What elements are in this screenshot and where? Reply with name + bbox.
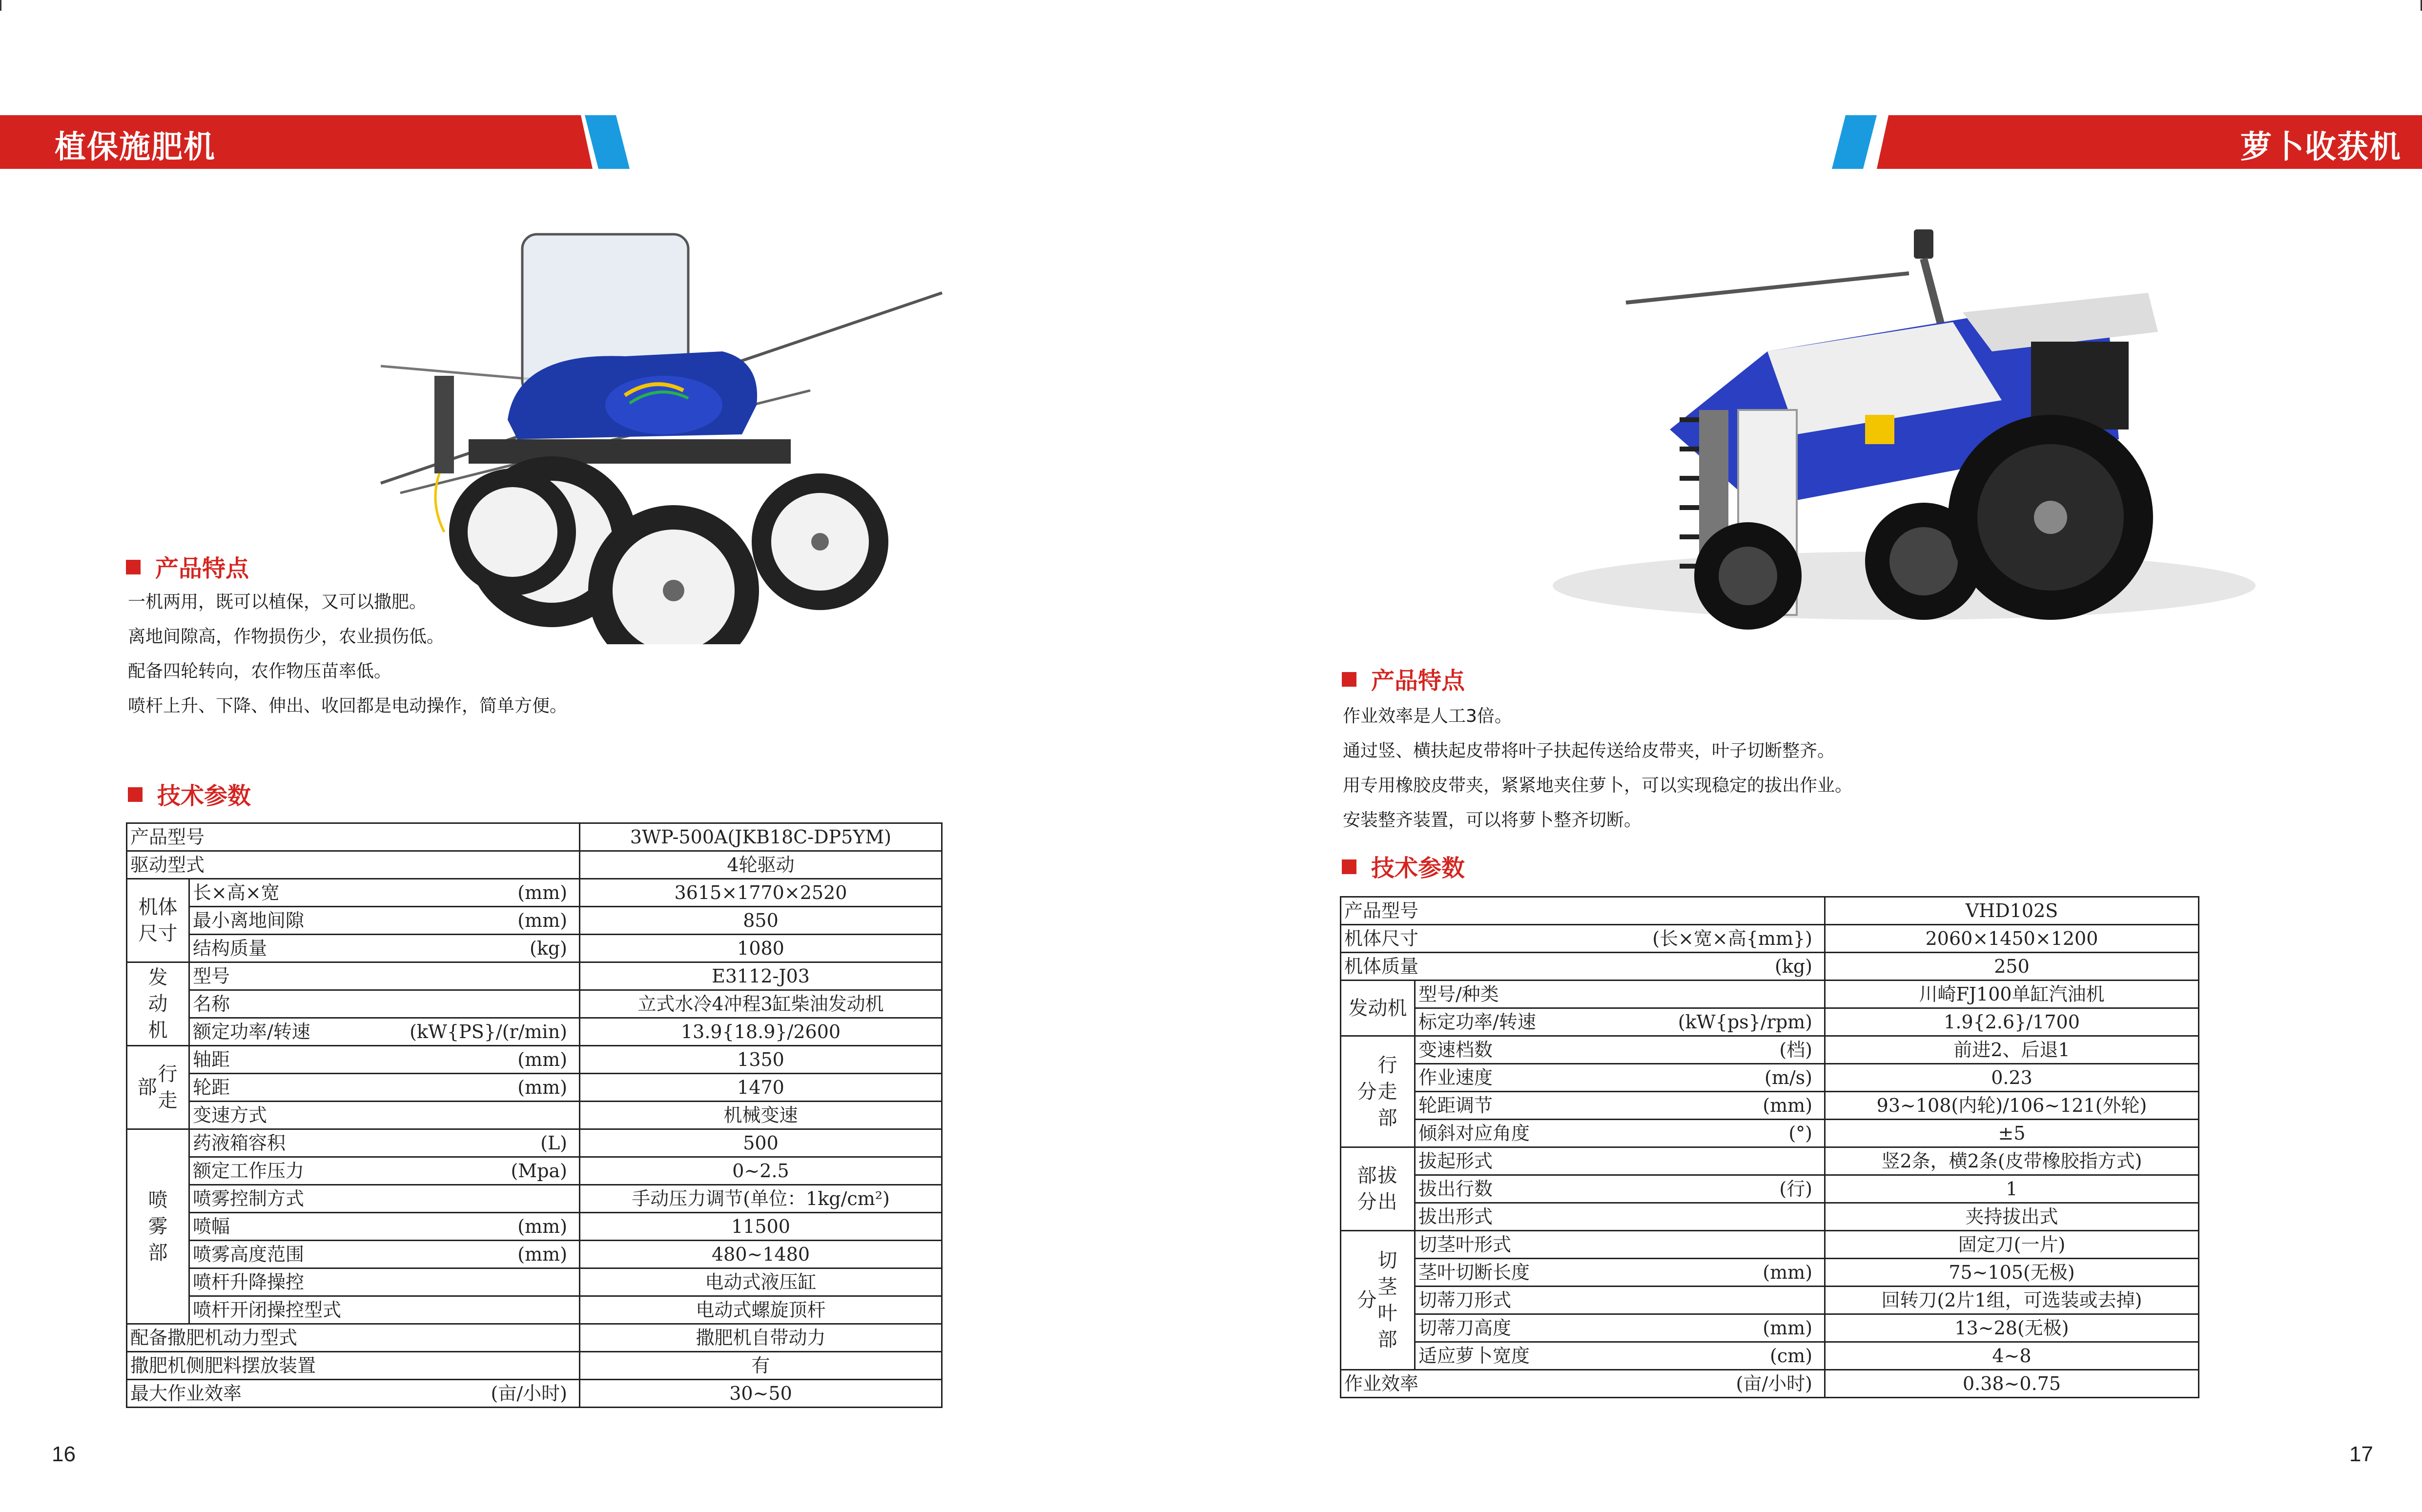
spec-unit: (Mpa) xyxy=(511,1160,568,1182)
group-label xyxy=(127,962,189,1046)
spec-label xyxy=(189,1018,580,1046)
left-banner-title: 植保施肥机 xyxy=(55,129,216,165)
spec-unit: (mm) xyxy=(517,882,568,903)
spec-label xyxy=(1415,1008,1825,1036)
spec-value: 11500 xyxy=(580,1213,942,1241)
feature-item: 通过竖、横扶起皮带将叶子扶起传送给皮带夹，叶子切断整齐。 xyxy=(1343,741,1835,761)
table-row xyxy=(127,1296,942,1324)
spec-label-text: 拔出行数 xyxy=(1418,1178,1493,1200)
table-row xyxy=(127,1380,942,1408)
spec-value: 4轮驱动 xyxy=(580,851,942,879)
left-specs-heading xyxy=(128,777,251,811)
right-banner-title: 萝卜收获机 xyxy=(2240,129,2401,165)
spec-value: 13.9{18.9}/2600 xyxy=(580,1018,942,1046)
spec-value: 撒肥机自带动力 xyxy=(580,1324,942,1352)
spec-unit: (mm) xyxy=(517,1216,568,1237)
red-square-bullet-icon xyxy=(128,787,143,802)
spec-value: 川崎FJ100单缸汽油机 xyxy=(1825,981,2199,1008)
spec-label-text: 适应萝卜宽度 xyxy=(1418,1345,1530,1367)
right-features-heading xyxy=(1342,662,1465,695)
red-square-bullet-icon xyxy=(1342,672,1356,687)
table-row xyxy=(127,851,942,879)
spec-value: 0.23 xyxy=(1825,1064,2199,1092)
table-row xyxy=(1341,953,2199,981)
group-label-text: 部分 xyxy=(1357,1165,1377,1213)
spec-unit: (°) xyxy=(1788,1123,1813,1144)
spec-label xyxy=(127,1380,580,1408)
spec-label-text: 轮距调节 xyxy=(1418,1095,1493,1116)
spec-label-text: 长×高×宽 xyxy=(193,882,280,903)
table-row xyxy=(1341,981,2199,1008)
spec-label-text: 机体质量 xyxy=(1344,956,1419,977)
spec-label xyxy=(189,1241,580,1268)
spec-unit: (kW{ps}/rpm) xyxy=(1678,1011,1813,1033)
right-features-list xyxy=(1343,699,1852,838)
spec-value: 3615×1770×2520 xyxy=(580,879,942,907)
group-label-text: 行走 xyxy=(158,1063,178,1112)
spec-value: 1080 xyxy=(580,935,942,962)
spec-value: 有 xyxy=(580,1352,942,1380)
spec-label-text: 切蒂刀高度 xyxy=(1418,1317,1512,1339)
spec-value: 2060×1450×1200 xyxy=(1825,925,2199,953)
spec-label-text: 额定功率/转速 xyxy=(193,1021,310,1042)
spec-label: 驱动型式 xyxy=(127,851,580,879)
spec-value: E3112-J03 xyxy=(580,962,942,990)
spec-label xyxy=(1415,1342,1825,1370)
spec-value: 电动式螺旋顶杆 xyxy=(580,1296,942,1324)
spec-unit: (mm) xyxy=(517,910,568,931)
table-row xyxy=(1341,897,2199,925)
spec-unit: (档) xyxy=(1779,1039,1813,1061)
group-label-text: 喷雾部 xyxy=(148,1189,168,1264)
spec-label xyxy=(189,1157,580,1185)
spec-unit: (mm) xyxy=(517,1049,568,1070)
spec-label xyxy=(1415,1314,1825,1342)
spec-label xyxy=(1415,1120,1825,1147)
spec-label xyxy=(189,879,580,907)
group-label xyxy=(1341,1147,1415,1231)
spec-value: VHD102S xyxy=(1825,897,2199,925)
table-row xyxy=(1341,1175,2199,1203)
spec-value: 3WP-500A(JKB18C-DP5YM) xyxy=(580,823,942,851)
spec-value: ±5 xyxy=(1825,1120,2199,1147)
page-number: 17 xyxy=(2349,1442,2373,1466)
spec-label xyxy=(1415,1175,1825,1203)
spec-label-text: 额定工作压力 xyxy=(193,1160,305,1182)
table-row xyxy=(127,1074,942,1102)
spec-label: 切茎叶形式 xyxy=(1415,1231,1825,1259)
spec-label-text: 最大作业效率 xyxy=(130,1383,242,1404)
spec-label xyxy=(189,935,580,962)
feature-item: 一机两用，既可以植保，又可以撒肥。 xyxy=(128,592,427,612)
right-features-heading-text: 产品特点 xyxy=(1371,667,1465,695)
spec-value: 850 xyxy=(580,907,942,935)
spec-label xyxy=(189,1074,580,1102)
feature-item: 离地间隙高，作物损伤少，农业损伤低。 xyxy=(128,627,445,647)
table-row xyxy=(127,1185,942,1213)
spec-label xyxy=(189,1213,580,1241)
spec-label xyxy=(1341,1370,1825,1398)
spec-value: 手动压力调节(单位：1kg/cm²) xyxy=(580,1185,942,1213)
group-label xyxy=(127,879,189,962)
feature-item: 喷杆上升、下降、伸出、收回都是电动操作，简单方便。 xyxy=(128,696,568,716)
spec-value: 93~108(内轮)/106~121(外轮) xyxy=(1825,1092,2199,1120)
table-row xyxy=(127,1213,942,1241)
spec-label xyxy=(189,907,580,935)
spec-value: 立式水冷4冲程3缸柴油发动机 xyxy=(580,990,942,1018)
table-row xyxy=(1341,1064,2199,1092)
spec-label: 产品型号 xyxy=(127,823,580,851)
table-row xyxy=(127,1018,942,1046)
spec-label-text: 喷幅 xyxy=(193,1216,230,1237)
table-row xyxy=(1341,1287,2199,1314)
spec-label xyxy=(1415,1036,1825,1064)
group-label xyxy=(127,1129,189,1324)
group-label: 发动机 xyxy=(1341,981,1415,1036)
spec-label xyxy=(1415,1092,1825,1120)
table-row xyxy=(127,907,942,935)
spec-label xyxy=(1415,1064,1825,1092)
spec-label: 喷雾控制方式 xyxy=(189,1185,580,1213)
feature-item: 作业效率是人工3倍。 xyxy=(1343,706,1512,726)
spec-value: 固定刀(一片) xyxy=(1825,1231,2199,1259)
red-square-bullet-icon xyxy=(126,560,141,574)
table-row xyxy=(1341,1203,2199,1231)
spec-value: 夹持拔出式 xyxy=(1825,1203,2199,1231)
spec-label-text: 药液箱容积 xyxy=(193,1132,286,1154)
spec-value: 1.9{2.6}/1700 xyxy=(1825,1008,2199,1036)
spec-value: 30~50 xyxy=(580,1380,942,1408)
group-label xyxy=(1341,1036,1415,1147)
page-number: 16 xyxy=(52,1442,76,1466)
spec-value: 75~105(无极) xyxy=(1825,1259,2199,1287)
table-row xyxy=(127,879,942,907)
spec-unit: (kg) xyxy=(530,938,568,959)
spec-value: 4~8 xyxy=(1825,1342,2199,1370)
group-label-text: 分 xyxy=(1357,1080,1377,1103)
spec-value: 500 xyxy=(580,1129,942,1157)
left-features-list xyxy=(128,585,567,723)
spec-value: 1350 xyxy=(580,1046,942,1074)
table-row xyxy=(127,823,942,851)
spec-label-text: 变速档数 xyxy=(1418,1039,1493,1061)
table-row xyxy=(127,1268,942,1296)
group-label xyxy=(127,1046,189,1129)
table-row xyxy=(1341,1147,2199,1175)
spec-label: 变速方式 xyxy=(189,1102,580,1129)
spec-unit: (L) xyxy=(540,1132,568,1154)
table-row xyxy=(1341,1008,2199,1036)
spec-value: 1 xyxy=(1825,1175,2199,1203)
spec-value: 480~1480 xyxy=(580,1241,942,1268)
spec-unit: (mm) xyxy=(1763,1262,1813,1283)
group-label-text: 行走部 xyxy=(1377,1054,1397,1129)
group-label xyxy=(1341,1231,1415,1370)
left-spec-table xyxy=(126,822,943,1408)
spec-value: 0~2.5 xyxy=(580,1157,942,1185)
left-features-heading xyxy=(126,550,249,583)
spec-unit: (亩/小时) xyxy=(1736,1373,1813,1394)
right-specs-heading-text: 技术参数 xyxy=(1371,855,1465,882)
feature-item: 用专用橡胶皮带夹，紧紧地夹住萝卜，可以实现稳定的拔出作业。 xyxy=(1343,776,1853,796)
spec-unit: (kg) xyxy=(1775,956,1813,977)
right-specs-heading xyxy=(1342,849,1465,883)
spec-label-text: 喷雾高度范围 xyxy=(193,1244,305,1265)
harvester-machine-photo xyxy=(1523,205,2265,644)
spec-label xyxy=(189,1046,580,1074)
spec-unit: (cm) xyxy=(1770,1345,1813,1367)
spec-unit: (行) xyxy=(1779,1178,1813,1200)
table-row xyxy=(127,962,942,990)
spec-value: 1470 xyxy=(580,1074,942,1102)
right-spec-table xyxy=(1340,896,2199,1398)
spec-label: 产品型号 xyxy=(1341,897,1825,925)
table-row xyxy=(127,1241,942,1268)
spec-value: 机械变速 xyxy=(580,1102,942,1129)
table-row xyxy=(127,990,942,1018)
spec-label-text: 机体尺寸 xyxy=(1344,928,1419,949)
table-row xyxy=(1341,1370,2199,1398)
spec-label-text: 倾斜对应角度 xyxy=(1418,1123,1530,1144)
spec-unit: (mm) xyxy=(517,1077,568,1098)
table-row xyxy=(1341,1120,2199,1147)
right-banner xyxy=(1831,115,2422,169)
table-row xyxy=(127,1324,942,1352)
spec-label: 拔出形式 xyxy=(1415,1203,1825,1231)
table-row xyxy=(1341,1231,2199,1259)
group-label-text: 分 xyxy=(1357,1289,1377,1311)
spec-label: 名称 xyxy=(189,990,580,1018)
table-row xyxy=(127,1102,942,1129)
spec-label: 配备撒肥机动力型式 xyxy=(127,1324,580,1352)
spec-label xyxy=(1341,925,1825,953)
spec-value: 竖2条，横2条(皮带橡胶指方式) xyxy=(1825,1147,2199,1175)
spec-value: 电动式液压缸 xyxy=(580,1268,942,1296)
red-square-bullet-icon xyxy=(1342,859,1356,874)
table-row xyxy=(1341,925,2199,953)
left-specs-heading-text: 技术参数 xyxy=(157,782,251,810)
table-row xyxy=(1341,1259,2199,1287)
right-page xyxy=(1211,0,2422,1512)
spec-label: 撒肥机侧肥料摆放装置 xyxy=(127,1352,580,1380)
group-label-text: 部 xyxy=(137,1076,157,1099)
spec-unit: (亩/小时) xyxy=(491,1383,568,1404)
table-row xyxy=(1341,1092,2199,1120)
spec-label-text: 轮距 xyxy=(193,1077,230,1098)
spec-unit: (mm) xyxy=(517,1244,568,1265)
spec-label xyxy=(1341,953,1825,981)
spec-label-text: 标定功率/转速 xyxy=(1418,1011,1536,1033)
group-label-text: 切茎叶部 xyxy=(1377,1249,1397,1351)
spec-label-text: 轴距 xyxy=(193,1049,230,1070)
spec-label-text: 作业速度 xyxy=(1418,1067,1493,1088)
feature-item: 安装整齐装置，可以将萝卜整齐切断。 xyxy=(1343,810,1642,830)
spec-unit: (m/s) xyxy=(1765,1067,1813,1088)
spec-unit: (kW{PS}/(r/min) xyxy=(410,1021,568,1042)
group-label-text: 拔出 xyxy=(1377,1165,1397,1213)
feature-item: 配备四轮转向，农作物压苗率低。 xyxy=(128,661,392,681)
table-row xyxy=(127,935,942,962)
spec-label: 拔起形式 xyxy=(1415,1147,1825,1175)
spec-value: 0.38~0.75 xyxy=(1825,1370,2199,1398)
left-banner xyxy=(0,115,635,169)
spec-unit: (长×宽×高{mm}) xyxy=(1652,928,1813,949)
spec-value: 13~28(无极) xyxy=(1825,1314,2199,1342)
table-row xyxy=(1341,1314,2199,1342)
spec-value: 回转刀(2片1组，可选装或去掉) xyxy=(1825,1287,2199,1314)
left-features-heading-text: 产品特点 xyxy=(155,555,249,582)
crop-mark xyxy=(0,0,1,11)
group-label-text: 发动机 xyxy=(148,966,168,1042)
spec-label xyxy=(189,1129,580,1157)
spec-label: 型号/种类 xyxy=(1415,981,1825,1008)
spec-unit: (mm) xyxy=(1763,1095,1813,1116)
table-row xyxy=(1341,1342,2199,1370)
table-row xyxy=(127,1157,942,1185)
spec-label-text: 茎叶切断长度 xyxy=(1418,1262,1530,1283)
table-row xyxy=(127,1129,942,1157)
spec-label: 型号 xyxy=(189,962,580,990)
table-row xyxy=(127,1352,942,1380)
spec-unit: (mm) xyxy=(1763,1317,1813,1339)
spec-value: 250 xyxy=(1825,953,2199,981)
spec-label xyxy=(1415,1259,1825,1287)
spec-label-text: 作业效率 xyxy=(1344,1373,1419,1394)
sprayer-machine-photo xyxy=(371,229,957,644)
spec-label: 切蒂刀形式 xyxy=(1415,1287,1825,1314)
table-row xyxy=(127,1046,942,1074)
spec-label-text: 最小离地间隙 xyxy=(193,910,305,931)
spec-label: 喷杆开闭操控型式 xyxy=(189,1296,580,1324)
table-row xyxy=(1341,1036,2199,1064)
group-label-text: 机体尺寸 xyxy=(138,896,178,945)
spec-label: 喷杆升降操控 xyxy=(189,1268,580,1296)
spec-value: 前进2、后退1 xyxy=(1825,1036,2199,1064)
spec-label-text: 结构质量 xyxy=(193,938,267,959)
